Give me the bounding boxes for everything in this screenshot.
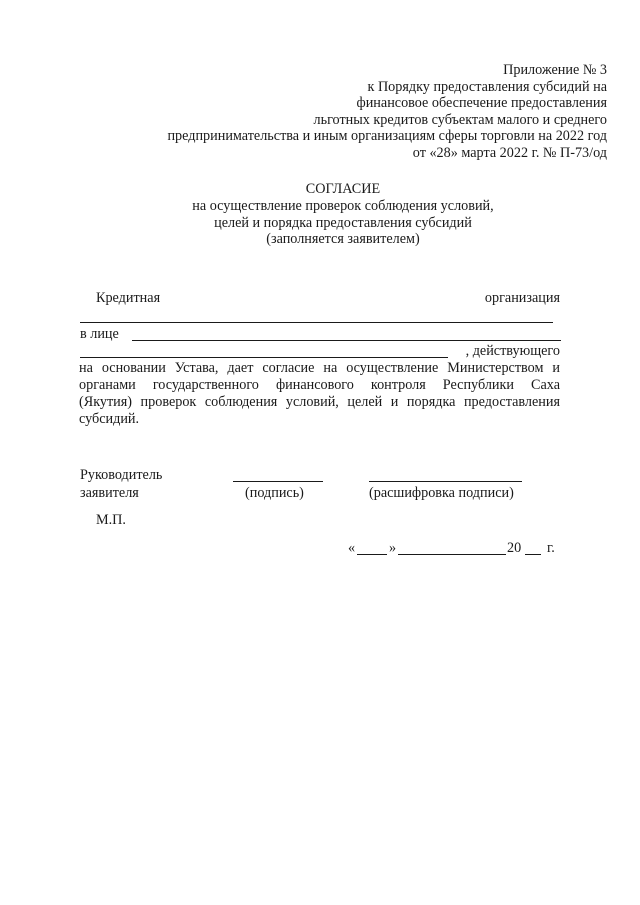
document-heading	[0, 181, 640, 248]
body-line-4: субсидий.	[79, 411, 140, 427]
appendix-line-1: Приложение № 3	[503, 62, 607, 78]
body-line-1: на основании Устава, дает согласие на осуществление Министерством и	[79, 360, 560, 376]
date-year-suffix: г.	[547, 540, 555, 556]
appendix-block	[87, 62, 607, 162]
signature-decoding-field[interactable]	[369, 481, 522, 482]
appendix-line-2: к Порядку предоставления субсидий на	[367, 78, 607, 95]
signer-role-line-2: заявителя	[80, 485, 139, 501]
body-line-2: органами государственного финансового контроля Республики Саха	[79, 377, 560, 393]
decoding-caption: (расшифровка подписи)	[369, 485, 514, 501]
date-year-prefix: 20	[507, 540, 522, 556]
representative-name-field[interactable]	[132, 340, 561, 341]
stamp-label: М.П.	[96, 512, 126, 528]
appendix-line-4: льготных кредитов субъектам малого и среднего	[313, 111, 607, 128]
appendix-line-5: предпринимательства и иным организациям сферы торговли на 2022 год	[167, 128, 607, 145]
credit-organization-field[interactable]	[80, 322, 553, 323]
date-day-field[interactable]	[357, 554, 387, 555]
acting-suffix: , действующего	[465, 343, 560, 359]
signature-field[interactable]	[233, 481, 323, 482]
appendix-line-3: финансовое обеспечение предоставления	[356, 95, 607, 112]
credit-label-left: Кредитная	[96, 290, 161, 306]
date-month-field[interactable]	[398, 554, 506, 555]
date-year-field[interactable]	[525, 554, 541, 555]
heading-line-2: целей и порядка предоставления субсидий	[214, 214, 472, 231]
body-line-3: (Якутия) проверок соблюдения условий, целей и порядка предоставления	[79, 394, 560, 410]
signature-caption: (подпись)	[245, 485, 304, 501]
in-person-label: в лице	[80, 326, 119, 342]
date-open-quote: «	[348, 540, 356, 556]
credit-label-right: организация	[484, 290, 560, 306]
document-title: СОГЛАСИЕ	[305, 181, 381, 197]
appendix-line-6: от «28» марта 2022 г. № П-73/од	[412, 144, 607, 161]
heading-line-3: (заполняется заявителем)	[266, 231, 420, 248]
date-close-quote: »	[389, 540, 397, 556]
heading-line-1: на осуществление проверок соблюдения условий,	[192, 197, 494, 214]
signer-role-line-1: Руководитель	[80, 467, 163, 483]
representative-position-field[interactable]	[80, 357, 448, 358]
